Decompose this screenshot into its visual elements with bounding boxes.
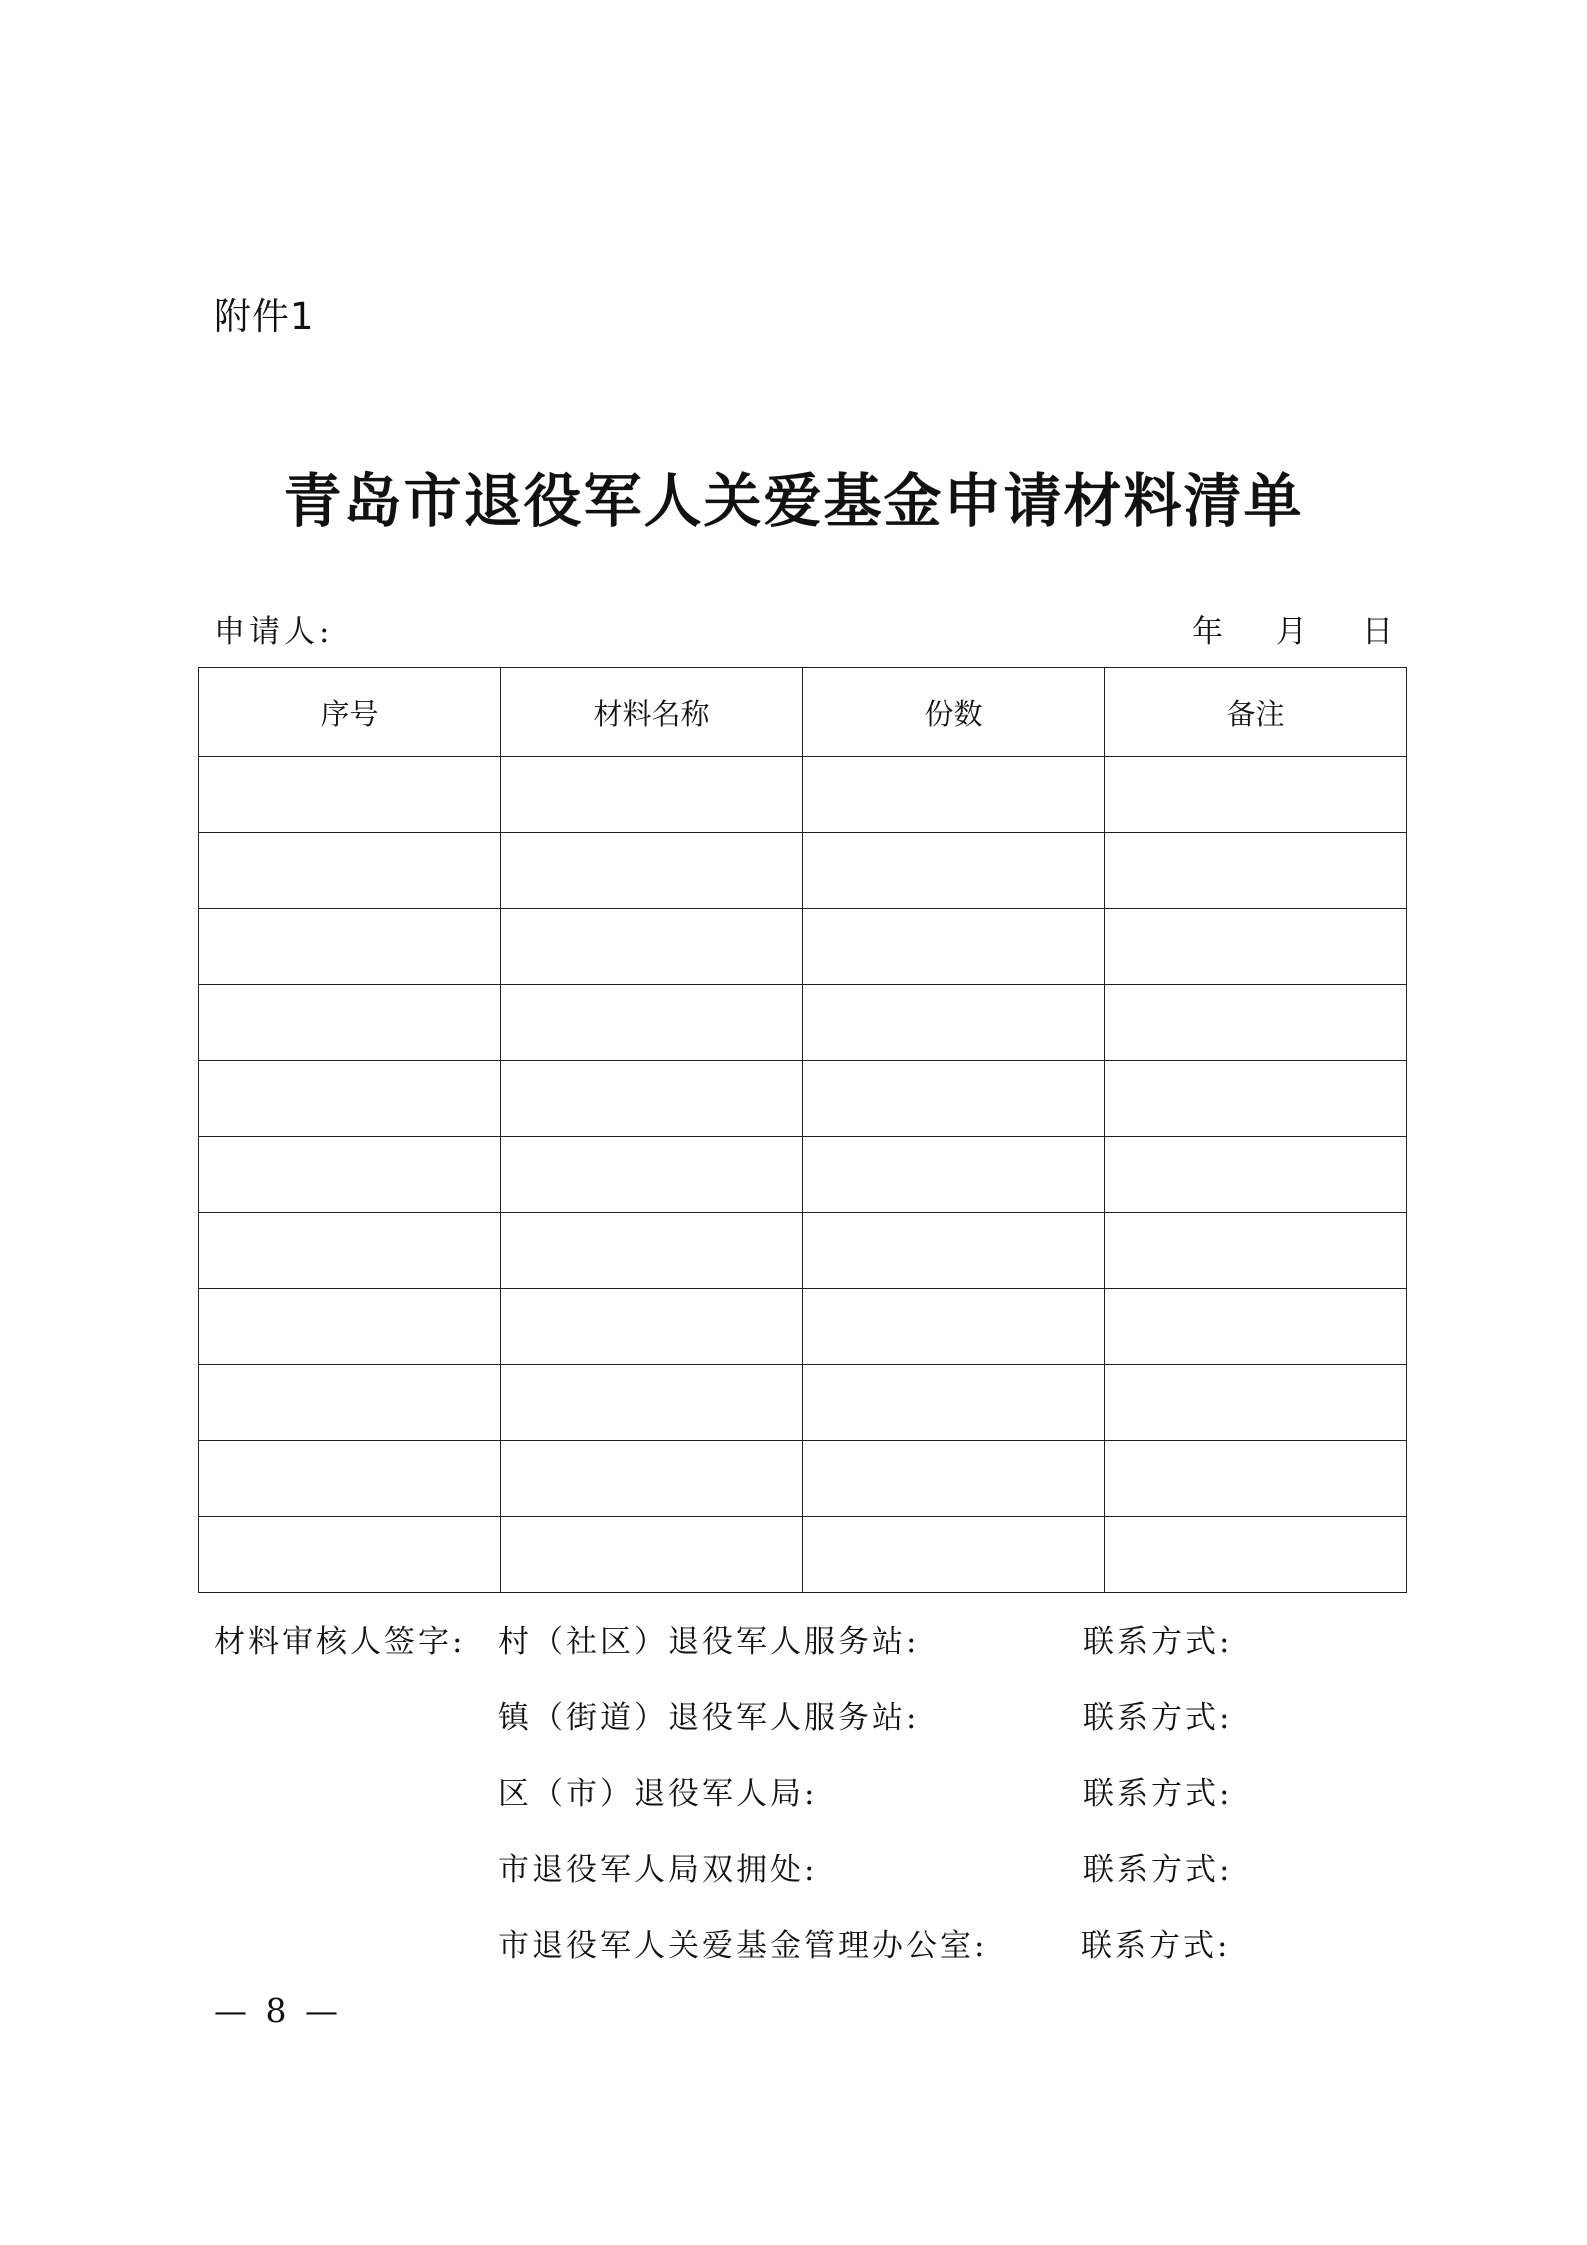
cell-remarks <box>1105 1517 1407 1593</box>
cell-material-name <box>501 1517 803 1593</box>
cell-remarks <box>1105 833 1407 909</box>
table-row <box>199 757 1407 833</box>
cell-copies <box>803 757 1105 833</box>
cell-copies <box>803 1213 1105 1289</box>
column-header-copies: 份数 <box>803 668 1105 757</box>
signoff-contact-city-office: 联系方式: <box>1083 1852 1233 1888</box>
cell-copies <box>803 1517 1105 1593</box>
signoff-unit-city-office: 市退役军人局双拥处: <box>498 1852 818 1888</box>
month-label: 月 <box>1276 614 1307 650</box>
table-row <box>199 1441 1407 1517</box>
cell-material-name <box>501 985 803 1061</box>
applicant-label: 申请人: <box>214 614 334 650</box>
cell-material-name <box>501 1061 803 1137</box>
table-row <box>199 1289 1407 1365</box>
cell-copies <box>803 1137 1105 1213</box>
column-header-remarks: 备注 <box>1105 668 1407 757</box>
document-title: 青岛市退役军人关爱基金申请材料清单 <box>283 467 1304 535</box>
table-row <box>199 833 1407 909</box>
signoff-unit-town: 镇（街道）退役军人服务站: <box>498 1700 920 1736</box>
page-number: — 8 — <box>214 1991 342 2030</box>
cell-index <box>199 757 501 833</box>
table-row <box>199 1061 1407 1137</box>
cell-material-name <box>501 1137 803 1213</box>
table-row <box>199 909 1407 985</box>
cell-copies <box>803 909 1105 985</box>
cell-index <box>199 1213 501 1289</box>
cell-index <box>199 833 501 909</box>
column-header-index: 序号 <box>199 668 501 757</box>
cell-copies <box>803 1365 1105 1441</box>
cell-remarks <box>1105 909 1407 985</box>
cell-copies <box>803 1289 1105 1365</box>
cell-index <box>199 985 501 1061</box>
cell-remarks <box>1105 1061 1407 1137</box>
signoff-contact-fund-office: 联系方式: <box>1081 1928 1231 1964</box>
year-label: 年 <box>1192 614 1223 650</box>
cell-material-name <box>501 909 803 985</box>
cell-index <box>199 1441 501 1517</box>
table-row <box>199 985 1407 1061</box>
cell-index <box>199 1365 501 1441</box>
cell-material-name <box>501 833 803 909</box>
cell-material-name <box>501 1213 803 1289</box>
attachment-label: 附件1 <box>214 295 315 338</box>
signoff-label: 材料审核人签字: <box>214 1624 466 1660</box>
applicant-row <box>214 612 1393 652</box>
cell-remarks <box>1105 757 1407 833</box>
table-row <box>199 1365 1407 1441</box>
cell-remarks <box>1105 1289 1407 1365</box>
column-header-material-name: 材料名称 <box>501 668 803 757</box>
table-body <box>199 757 1407 1593</box>
cell-copies <box>803 833 1105 909</box>
day-label: 日 <box>1362 614 1393 650</box>
signoff-contact-village: 联系方式: <box>1083 1624 1233 1660</box>
signoff-unit-district: 区（市）退役军人局: <box>498 1776 818 1812</box>
signoff-unit-village: 村（社区）退役军人服务站: <box>498 1624 920 1660</box>
cell-remarks <box>1105 1441 1407 1517</box>
cell-material-name <box>501 1289 803 1365</box>
table-header-row <box>199 668 1407 757</box>
cell-remarks <box>1105 1137 1407 1213</box>
table-row <box>199 1213 1407 1289</box>
cell-copies <box>803 1441 1105 1517</box>
cell-index <box>199 1061 501 1137</box>
signoff-contact-town: 联系方式: <box>1083 1700 1233 1736</box>
cell-index <box>199 909 501 985</box>
signoff-contact-district: 联系方式: <box>1083 1776 1233 1812</box>
cell-index <box>199 1137 501 1213</box>
cell-material-name <box>501 1441 803 1517</box>
cell-index <box>199 1517 501 1593</box>
cell-remarks <box>1105 985 1407 1061</box>
cell-index <box>199 1289 501 1365</box>
table-row <box>199 1137 1407 1213</box>
table-row <box>199 1517 1407 1593</box>
cell-copies <box>803 985 1105 1061</box>
signoff-unit-fund-office: 市退役军人关爱基金管理办公室: <box>498 1928 988 1964</box>
materials-table <box>198 667 1407 1593</box>
cell-remarks <box>1105 1213 1407 1289</box>
cell-material-name <box>501 757 803 833</box>
cell-material-name <box>501 1365 803 1441</box>
cell-copies <box>803 1061 1105 1137</box>
cell-remarks <box>1105 1365 1407 1441</box>
